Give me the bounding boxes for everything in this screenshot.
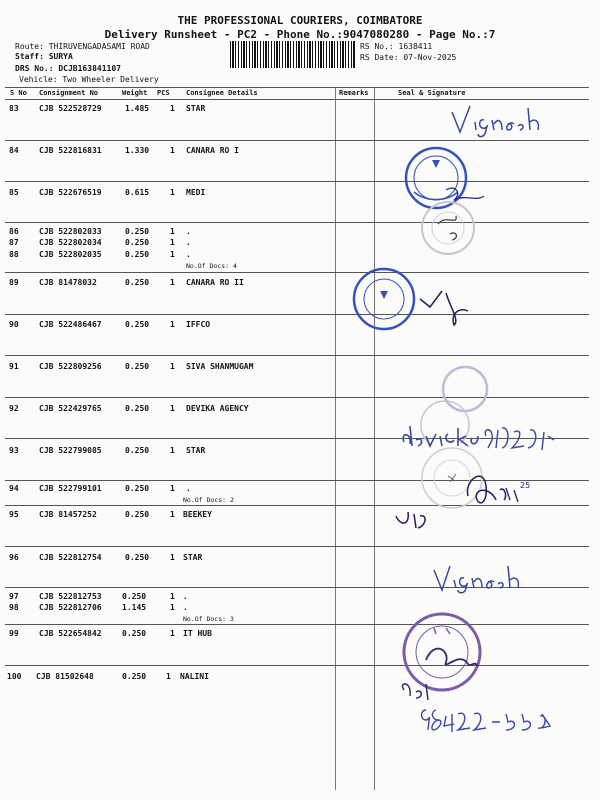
row-sno: 86 xyxy=(9,227,19,236)
row-consignment-no: CJB 522429765 xyxy=(39,404,102,413)
row-consignee: . xyxy=(183,603,188,612)
row-consignment-no: CJB 81457252 xyxy=(39,510,97,519)
rs-date-label: RS Date: 07-Nov-2025 xyxy=(360,53,457,62)
col-remarks: Remarks xyxy=(339,89,369,97)
signature-row-83 xyxy=(448,100,558,140)
row-consignment-no: CJB 522812754 xyxy=(39,553,102,562)
row-pcs: 1 xyxy=(170,510,175,519)
row-weight: 0.250 xyxy=(125,404,150,413)
row-weight: 0.250 xyxy=(125,227,150,236)
row-weight: 0.250 xyxy=(122,592,147,601)
company-title: THE PROFESSIONAL COURIERS, COIMBATORE xyxy=(177,14,423,27)
remarks-right-border xyxy=(374,88,375,790)
row-separator xyxy=(5,140,589,141)
row-separator xyxy=(5,222,589,223)
row-pcs: 1 xyxy=(170,553,175,562)
row-consignee: . xyxy=(186,484,191,493)
rs-no-label: RS No.: 1638411 xyxy=(360,42,433,51)
row-consignee: STAR xyxy=(186,446,206,455)
row-pcs: 1 xyxy=(166,672,171,681)
docs-note: No.Of Docs: 2 xyxy=(183,496,234,504)
row-weight: 0.250 xyxy=(125,362,150,371)
row-sno: 92 xyxy=(9,404,19,413)
drs-label: DRS No.: DCJB163841107 xyxy=(15,64,121,73)
remarks-left-border xyxy=(335,88,336,790)
row-sno: 98 xyxy=(9,603,19,612)
row-sno: 97 xyxy=(9,592,19,601)
row-sno: 89 xyxy=(9,278,19,287)
row-separator xyxy=(5,624,589,625)
row-pcs: 1 xyxy=(170,446,175,455)
row-sno: 100 xyxy=(7,672,22,681)
row-weight: 0.615 xyxy=(125,188,150,197)
row-consignment-no: CJB 522802033 xyxy=(39,227,102,236)
row-consignment-no: CJB 522799085 xyxy=(39,446,102,455)
row-pcs: 1 xyxy=(170,592,175,601)
row-sno: 93 xyxy=(9,446,19,455)
row-pcs: 1 xyxy=(170,188,175,197)
row-consignment-no: CJB 522802035 xyxy=(39,250,102,259)
row-consignee: CANARA RO I xyxy=(186,146,239,155)
row-consignment-no: CJB 81478032 xyxy=(39,278,97,287)
row-weight: 1.485 xyxy=(125,104,150,113)
row-consignee: BEEKEY xyxy=(183,510,212,519)
row-sno: 85 xyxy=(9,188,19,197)
row-weight: 1.330 xyxy=(125,146,150,155)
row-pcs: 1 xyxy=(170,104,175,113)
row-pcs: 1 xyxy=(170,603,175,612)
row-weight: 0.250 xyxy=(125,250,150,259)
signature-row-96 xyxy=(430,562,550,596)
row-separator xyxy=(5,272,589,273)
row-pcs: 1 xyxy=(170,250,175,259)
row-consignee: . xyxy=(183,592,188,601)
row-consignee: STAR xyxy=(186,104,206,113)
row-consignee: . xyxy=(186,250,191,259)
row-consignment-no: CJB 522486467 xyxy=(39,320,102,329)
row-consignee: MEDI xyxy=(186,188,206,197)
row-weight: 0.250 xyxy=(122,629,147,638)
row-consignment-no: CJB 522809256 xyxy=(39,362,102,371)
row-sno: 99 xyxy=(9,629,19,638)
row-consignment-no: CJB 522816831 xyxy=(39,146,102,155)
row-separator xyxy=(5,314,589,315)
it-hub-stamp xyxy=(390,610,500,706)
row-sno: 95 xyxy=(9,510,19,519)
col-sno: S No xyxy=(10,89,27,97)
row-sno: 84 xyxy=(9,146,19,155)
col-signature: Seal & Signature xyxy=(398,89,466,97)
barcode xyxy=(230,41,356,68)
row-weight: 0.250 xyxy=(125,238,150,247)
row-sno: 87 xyxy=(9,238,19,247)
row-consignee: IT HUB xyxy=(183,629,212,638)
row-pcs: 1 xyxy=(170,362,175,371)
row-weight: 0.250 xyxy=(122,672,147,681)
row-weight: 0.250 xyxy=(125,484,150,493)
row-pcs: 1 xyxy=(170,278,175,287)
row-sno: 91 xyxy=(9,362,19,371)
row-weight: 0.250 xyxy=(125,320,150,329)
row-sno: 96 xyxy=(9,553,19,562)
faded-stamp-row-86 xyxy=(416,196,480,260)
row-weight: 0.250 xyxy=(125,553,150,562)
row-consignment-no: CJB 522528729 xyxy=(39,104,102,113)
row-consignment-no: CJB 522654842 xyxy=(39,629,102,638)
row-consignment-no: CJB 522676519 xyxy=(39,188,102,197)
row-consignment-no: CJB 522799101 xyxy=(39,484,102,493)
row-consignment-no: CJB 522812753 xyxy=(39,592,102,601)
row-pcs: 1 xyxy=(170,404,175,413)
row-sno: 83 xyxy=(9,104,19,113)
row-weight: 0.250 xyxy=(125,446,150,455)
phone-note-handwritten xyxy=(418,702,558,738)
row-consignment-no: CJB 522812706 xyxy=(39,603,102,612)
row-weight: 0.250 xyxy=(125,278,150,287)
row-weight: 1.145 xyxy=(122,603,147,612)
row-separator xyxy=(5,665,589,666)
runsheet-subtitle: Delivery Runsheet - PC2 - Phone No.:9047080280 - Page No.:7 xyxy=(104,28,496,41)
row-consignee: STAR xyxy=(183,553,203,562)
row-separator xyxy=(5,181,589,182)
col-pcs: PCS xyxy=(157,89,170,97)
row-separator xyxy=(5,355,589,356)
row-weight: 0.250 xyxy=(125,510,150,519)
docs-note: No.Of Docs: 3 xyxy=(183,615,234,623)
row-pcs: 1 xyxy=(170,484,175,493)
row-consignee: CANARA RO II xyxy=(186,278,244,287)
row-consignee: NALINI xyxy=(180,672,209,681)
row-pcs: 1 xyxy=(170,320,175,329)
row-pcs: 1 xyxy=(170,629,175,638)
row-pcs: 1 xyxy=(170,238,175,247)
row-consignee: SIVA SHANMUGAM xyxy=(186,362,254,371)
row-sno: 88 xyxy=(9,250,19,259)
col-consignee: Consignee Details xyxy=(186,89,258,97)
row-pcs: 1 xyxy=(170,146,175,155)
row-consignee: DEVIKA AGENCY xyxy=(186,404,249,413)
row-consignee: IFFCO xyxy=(186,320,211,329)
row-sno: 90 xyxy=(9,320,19,329)
docs-note: No.Of Docs: 4 xyxy=(186,262,237,270)
col-consignment: Consignment No xyxy=(39,89,99,97)
row-consignment-no: CJB 522802034 xyxy=(39,238,102,247)
row-sno: 94 xyxy=(9,484,19,493)
table-top-border xyxy=(5,87,589,88)
svg-text:25: 25 xyxy=(520,481,531,490)
row-pcs: 1 xyxy=(170,227,175,236)
row-consignee: . xyxy=(186,238,191,247)
row-consignment-no: CJB 81502648 xyxy=(36,672,94,681)
vehicle-label: Vehicle: Two Wheeler Delivery xyxy=(19,75,159,84)
route-label: Route: THIRUVENGADASAMI ROAD xyxy=(15,42,150,51)
canara-ii-stamp xyxy=(350,263,480,339)
row-separator xyxy=(5,546,589,547)
col-weight: Weight xyxy=(122,89,148,97)
signature-row-94 xyxy=(388,446,558,536)
staff-label: Staff: SURYA xyxy=(15,52,73,61)
row-consignee: . xyxy=(186,227,191,236)
